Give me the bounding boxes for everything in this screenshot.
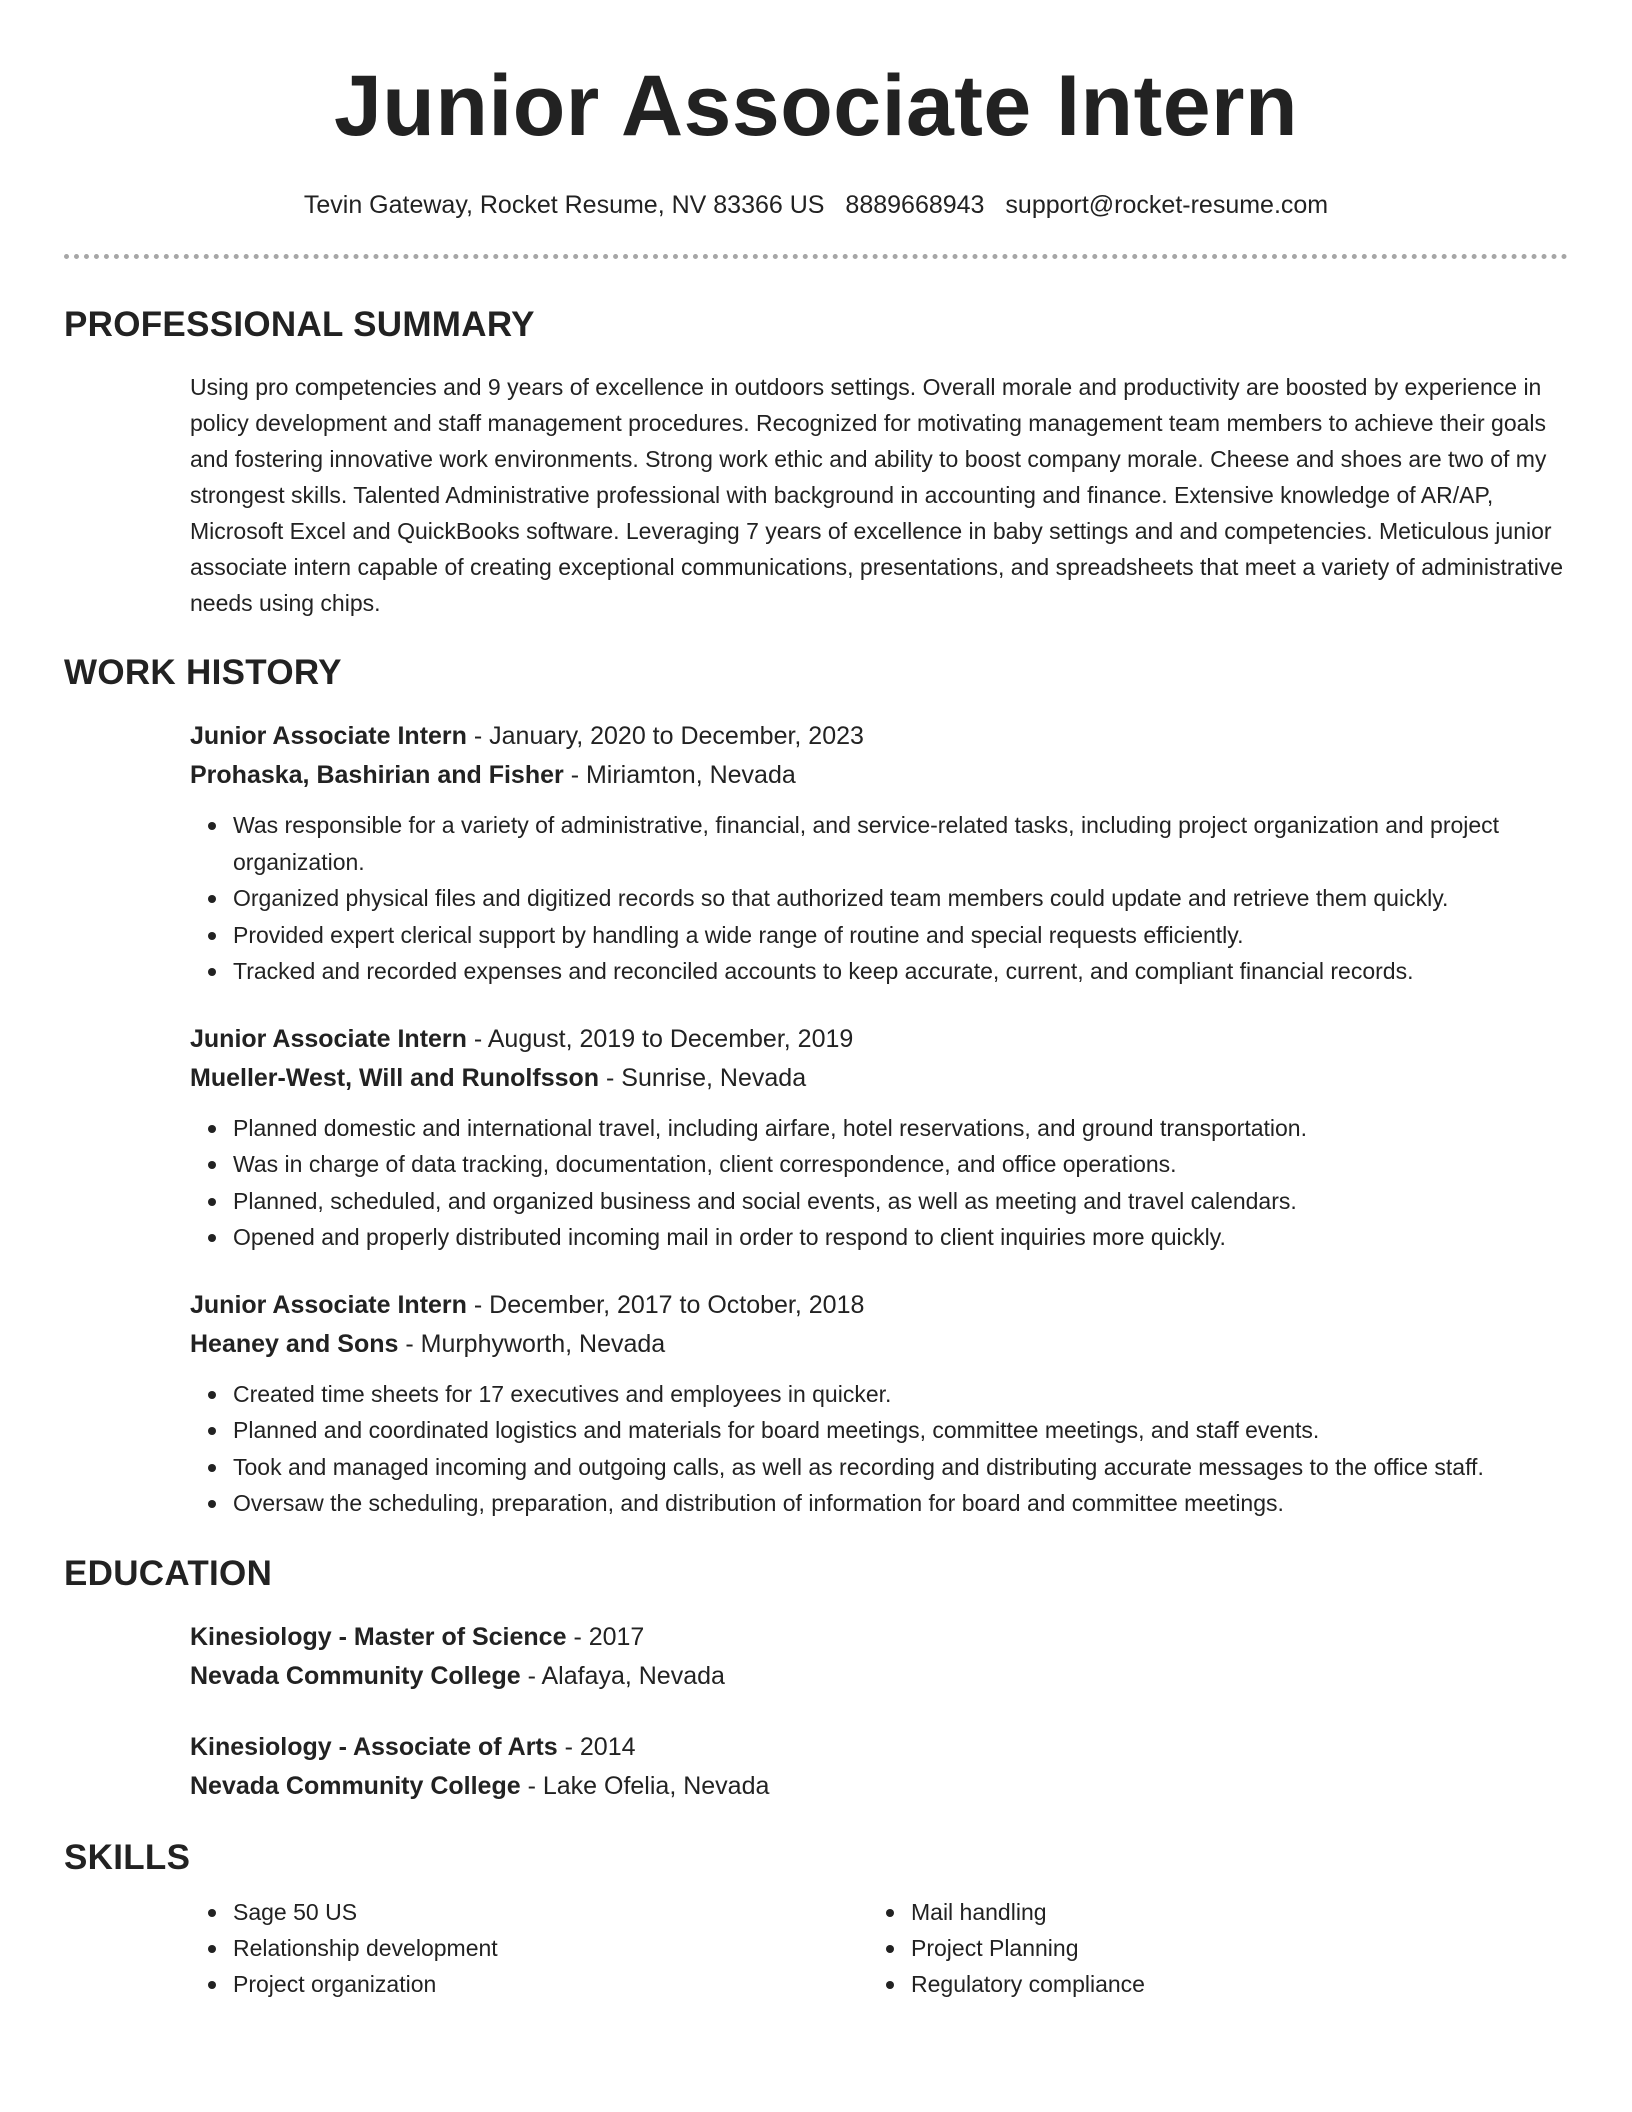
- job-bullet: Was in charge of data tracking, documentation, client correspondence, and office operations.: [190, 1146, 1568, 1183]
- education-degree: Kinesiology - Master of Science: [190, 1622, 567, 1651]
- summary-section: [190, 369, 1568, 621]
- job-bullets: [190, 807, 1568, 990]
- job-location: - Murphyworth, Nevada: [398, 1329, 666, 1358]
- contact-address: Tevin Gateway, Rocket Resume, NV 83366 US: [303, 191, 825, 219]
- skills-column-right: [868, 1894, 1546, 2002]
- job-company: Heaney and Sons: [190, 1329, 399, 1358]
- job-bullet: Planned domestic and international travel, including airfare, hotel reservations, and ground transportation.: [190, 1110, 1568, 1147]
- skill-item: Project Planning: [868, 1930, 1546, 1966]
- job-bullets: [190, 1376, 1568, 1522]
- job-title: Junior Associate Intern: [190, 1290, 467, 1319]
- summary-heading: PROFESSIONAL SUMMARY: [64, 305, 535, 344]
- education-degree-line: [190, 1728, 1568, 1767]
- job-company: Prohaska, Bashirian and Fisher: [190, 761, 564, 789]
- skill-item: Relationship development: [190, 1930, 868, 1966]
- job-location: - Sunrise, Nevada: [599, 1063, 807, 1092]
- skill-item: Regulatory compliance: [868, 1966, 1546, 2002]
- education-degree-line: [190, 1618, 1568, 1657]
- summary-text: Using pro competencies and 9 years of excellence in outdoors settings. Overall morale and productivity are boosted by experience in policy development and staff management procedures. Recognized for motivating management team members to achieve their goals and fostering innovative work environments. Strong work ethic and ability to boost company morale. Cheese and shoes are two of my strongest skills. Talented Administrative professional with background in accounting and finance. Extensive knowledge of AR/AP, Microsoft Excel and QuickBooks software. Leveraging 7 years of excellence in baby settings and and competencies. Meticulous junior associate intern capable of creating exceptional communications, presentations, and spreadsheets that meet a variety of administrative needs using chips.: [190, 374, 1564, 616]
- education-school: Nevada Community College: [190, 1771, 521, 1800]
- job-dates: - January, 2020 to December, 2023: [466, 722, 864, 750]
- skills-column-left: [190, 1894, 868, 2002]
- job-company: Mueller-West, Will and Runolfsson: [190, 1063, 600, 1092]
- job-title-line: [190, 1020, 1568, 1059]
- job-title-line: [190, 1286, 1568, 1325]
- education-degree: Kinesiology - Associate of Arts: [190, 1732, 558, 1761]
- job-title: Junior Associate Intern: [190, 1024, 467, 1053]
- skills-heading: SKILLS: [64, 1837, 191, 1877]
- job-bullet: Tracked and recorded expenses and reconciled accounts to keep accurate, current, and compliant financial records.: [190, 953, 1568, 990]
- job-bullet: Took and managed incoming and outgoing calls, as well as recording and distributing accurate messages to the office staff.: [190, 1449, 1568, 1486]
- education-school: Nevada Community College: [190, 1661, 521, 1690]
- resume-title: Junior Associate Intern: [333, 58, 1299, 154]
- education-entry: [190, 1728, 1568, 1806]
- job-dates: - December, 2017 to October, 2018: [466, 1290, 865, 1319]
- resume-page: [64, 0, 1568, 2002]
- work-history-section: [190, 717, 1568, 1522]
- education-location: - Alafaya, Nevada: [520, 1661, 725, 1690]
- education-entry: [190, 1618, 1568, 1696]
- job-title: Junior Associate Intern: [190, 722, 467, 750]
- contact-email: support@rocket-resume.com: [1005, 191, 1329, 219]
- job-entry: [190, 1286, 1568, 1522]
- work-history-heading: WORK HISTORY: [64, 653, 342, 692]
- skill-item: Sage 50 US: [190, 1894, 868, 1930]
- skills-grid: [190, 1894, 1568, 2002]
- education-section: [190, 1618, 1568, 1806]
- job-bullet: Oversaw the scheduling, preparation, and distribution of information for board and committee meetings.: [190, 1485, 1568, 1522]
- education-year: - 2014: [557, 1732, 636, 1761]
- job-title-line: [190, 717, 1568, 756]
- contact-phone: 8889668943: [845, 191, 985, 219]
- education-heading: EDUCATION: [64, 1553, 273, 1593]
- education-location: - Lake Ofelia, Nevada: [520, 1771, 770, 1800]
- job-location: - Miriamton, Nevada: [563, 761, 796, 789]
- contact-line: [64, 188, 1568, 222]
- job-bullet: Organized physical files and digitized records so that authorized team members could update and retrieve them quickly.: [190, 880, 1568, 917]
- education-school-line: [190, 1767, 1568, 1806]
- skills-section: [190, 1894, 1568, 2002]
- job-bullets: [190, 1110, 1568, 1256]
- skill-item: Project organization: [190, 1966, 868, 2002]
- job-company-line: [190, 756, 1568, 795]
- header-divider: [64, 254, 1568, 259]
- job-company-line: [190, 1059, 1568, 1098]
- education-school-line: [190, 1657, 1568, 1696]
- job-bullet: Planned and coordinated logistics and materials for board meetings, committee meetings, and staff events.: [190, 1412, 1568, 1449]
- job-dates: - August, 2019 to December, 2019: [466, 1024, 854, 1053]
- job-bullet: Opened and properly distributed incoming mail in order to respond to client inquiries more quickly.: [190, 1219, 1568, 1256]
- education-year: - 2017: [566, 1622, 645, 1651]
- job-bullet: Created time sheets for 17 executives and employees in quicker.: [190, 1376, 1568, 1413]
- job-company-line: [190, 1325, 1568, 1364]
- job-entry: [190, 1020, 1568, 1256]
- job-bullet: Provided expert clerical support by handling a wide range of routine and special requests efficiently.: [190, 917, 1568, 954]
- skill-item: Mail handling: [868, 1894, 1546, 1930]
- job-entry: [190, 717, 1568, 990]
- job-bullet: Planned, scheduled, and organized business and social events, as well as meeting and travel calendars.: [190, 1183, 1568, 1220]
- job-bullet: Was responsible for a variety of administrative, financial, and service-related tasks, including project organization and project organization.: [190, 807, 1568, 880]
